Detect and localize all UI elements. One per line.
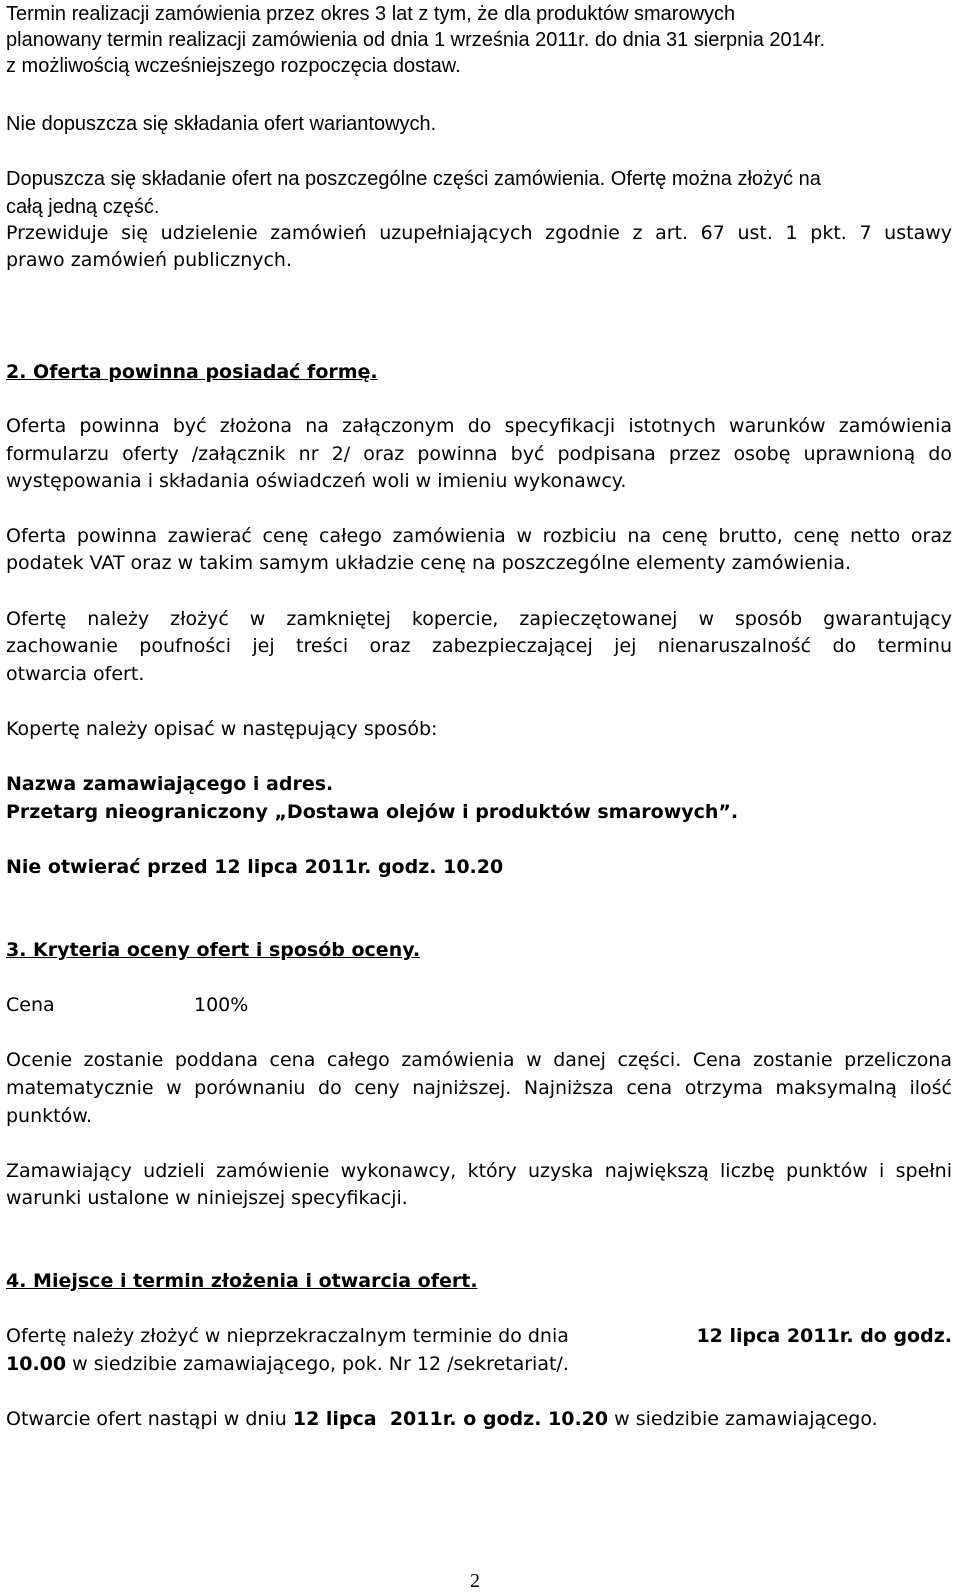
- envelope-line-name: Nazwa zamawiającego i adres.: [6, 773, 334, 795]
- envelope-line-do-not-open: Nie otwierać przed 12 lipca 2011r. godz. 10.20: [6, 856, 504, 878]
- opening-place: w siedzibie zamawiającego.: [608, 1408, 878, 1430]
- paragraph-line: formularzu oferty /załącznik nr 2/ oraz powinna być podpisana przez osobę uprawnioną do: [6, 443, 952, 465]
- page-number: 2: [470, 1570, 480, 1592]
- section-heading: 4. Miejsce i termin złożenia i otwarcia ofert.: [6, 1270, 478, 1292]
- section-heading: 2. Oferta powinna posiadać formę.: [6, 361, 378, 383]
- paragraph-line: Ocenie zostanie poddana cena całego zamówienia w danej części. Cena zostanie przeliczona: [6, 1049, 952, 1071]
- paragraph: Nie dopuszcza się składania ofert wariantowych.: [6, 113, 437, 135]
- paragraph-line: Ofertę należy złożyć w zamkniętej kopercie, zapieczętowanej w sposób gwarantujący: [6, 608, 952, 630]
- criterion-weight: 100%: [194, 994, 249, 1016]
- paragraph-line: z możliwością wcześniejszego rozpoczęcia dostaw.: [6, 55, 461, 77]
- paragraph-line: otwarcia ofert.: [6, 663, 145, 685]
- paragraph-line: [6, 1350, 569, 1378]
- paragraph-line: warunki ustalone w niniejszej specyfikacji.: [6, 1187, 408, 1209]
- paragraph-line: Oferta powinna zawierać cenę całego zamówienia w rozbiciu na cenę brutto, cenę netto oraz: [6, 525, 952, 547]
- deadline-text: Ofertę należy złożyć w nieprzekraczalnym terminie do dnia: [6, 1325, 569, 1347]
- paragraph-line: [6, 1405, 878, 1433]
- paragraph-line: podatek VAT oraz w takim samym układzie cenę na poszczególne elementy zamówienia.: [6, 552, 852, 574]
- opening-date: 12 lipca 2011r. o godz. 10.20: [292, 1408, 609, 1430]
- paragraph-line: Termin realizacji zamówienia przez okres 3 lat z tym, że dla produktów smarowych: [6, 3, 736, 25]
- paragraph-line: [6, 1322, 952, 1350]
- paragraph-line: zachowanie poufności jej treści oraz zabezpieczającej jej nienaruszalność do terminu: [6, 635, 952, 657]
- envelope-line-tender: Przetarg nieograniczony „Dostawa olejów i produktów smarowych”.: [6, 801, 739, 823]
- paragraph-line: matematycznie w porównaniu do ceny najniższej. Najniższa cena otrzyma maksymalną ilość: [6, 1077, 952, 1099]
- paragraph-line: prawo zamówień publicznych.: [6, 249, 293, 271]
- deadline-time: 10.00: [6, 1353, 67, 1375]
- deadline-place: w siedzibie zamawiającego, pok. Nr 12 /sekretariat/.: [66, 1353, 569, 1375]
- criterion-name: Cena: [6, 994, 55, 1016]
- paragraph-line: występowania i składania oświadczeń woli w imieniu wykonawcy.: [6, 470, 627, 492]
- deadline-date: 12 lipca 2011r. do godz.: [696, 1325, 952, 1347]
- paragraph-line: Zamawiający udzieli zamówienie wykonawcy, który uzyska największą liczbę punktów i spełni: [6, 1160, 952, 1182]
- paragraph: Kopertę należy opisać w następujący sposób:: [6, 718, 438, 740]
- paragraph-line: planowany termin realizacji zamówienia od dnia 1 września 2011r. do dnia 31 sierpnia 2014r.: [6, 29, 826, 51]
- paragraph-line: całą jedną część.: [6, 196, 160, 218]
- paragraph-line: Dopuszcza się składanie ofert na poszczególne części zamówienia. Ofertę można złożyć na: [6, 168, 821, 190]
- paragraph-line: punktów.: [6, 1105, 93, 1127]
- opening-text: Otwarcie ofert nastąpi w dniu: [6, 1408, 293, 1430]
- paragraph-line: Przewiduje się udzielenie zamówień uzupełniających zgodnie z art. 67 ust. 1 pkt. 7 ustawy: [6, 222, 952, 244]
- paragraph-line: Oferta powinna być złożona na załączonym do specyfikacji istotnych warunków zamówienia: [6, 415, 952, 437]
- section-heading: 3. Kryteria oceny ofert i sposób oceny.: [6, 939, 421, 961]
